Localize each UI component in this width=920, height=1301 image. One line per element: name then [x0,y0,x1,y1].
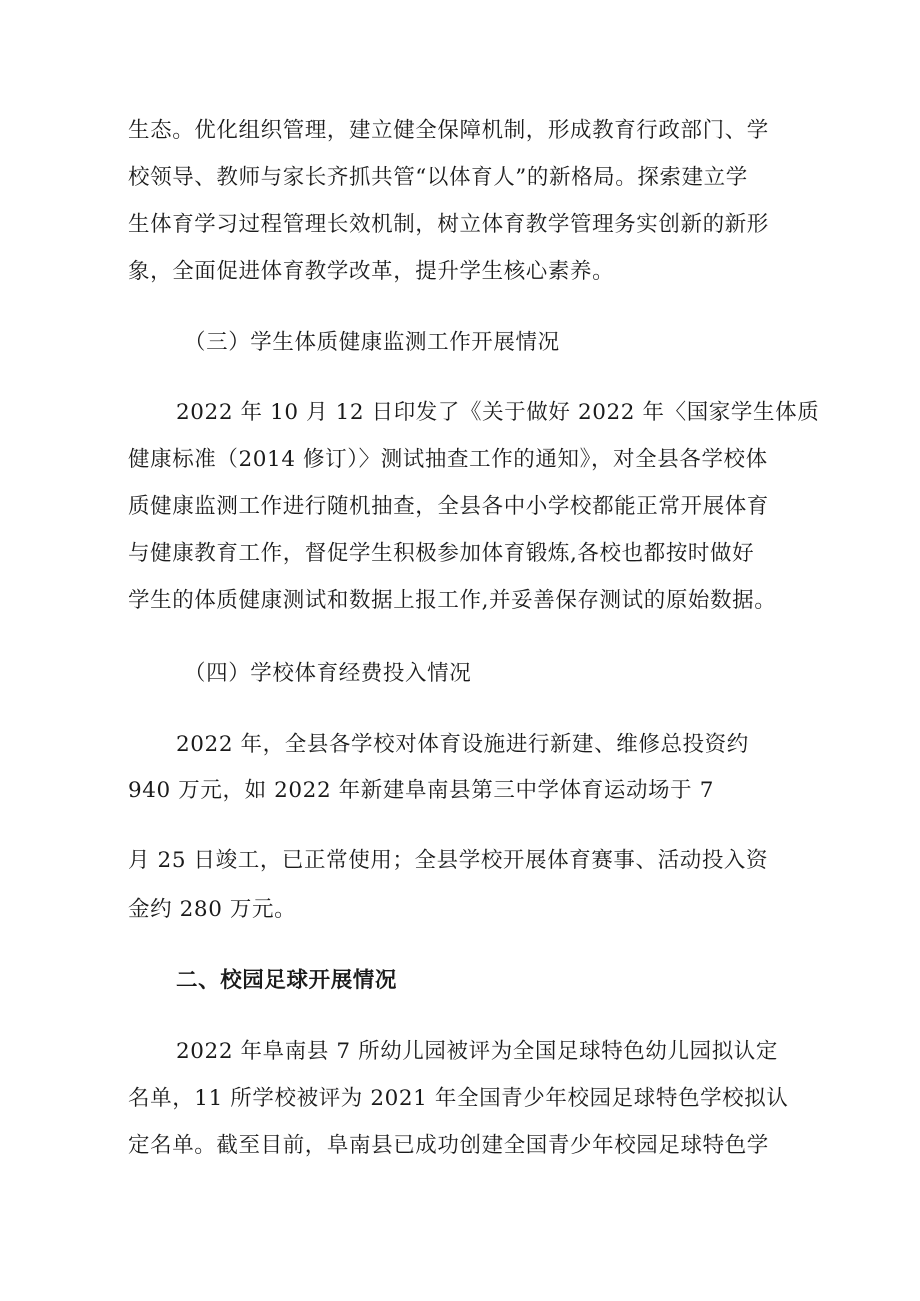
paragraph-line: 940 万元，如 2022 年新建阜南县第三中学体育运动场于 7 [128,778,714,803]
paragraph-line: 2022 年阜南县 7 所幼儿园被评为全国足球特色幼儿园拟认定 [176,1039,778,1064]
subsection-heading-4: （四）学校体育经费投入情况 [184,661,472,686]
section-heading: 二、校园足球开展情况 [176,968,398,993]
paragraph-line: 生态。优化组织管理，建立健全保障机制，形成教育行政部门、学 [128,118,769,143]
paragraph-line: 学生的体质健康测试和数据上报工作,并妥善保存测试的原始数据。 [128,588,777,613]
paragraph-line: 与健康教育工作，督促学生积极参加体育锻炼,各校也都按时做好 [128,541,755,566]
paragraph-line: 金约 280 万元。 [128,897,297,922]
subsection-heading-3: （三）学生体质健康监测工作开展情况 [184,330,560,355]
paragraph-line: 2022 年，全县各学校对体育设施进行新建、维修总投资约 [176,732,749,757]
paragraph-line: 象，全面促进体育教学改革，提升学生核心素养。 [128,259,615,284]
paragraph-line: 校领导、教师与家长齐抓共管“以体育人”的新格局。探索建立学 [128,165,748,190]
paragraph-line: 名单，11 所学校被评为 2021 年全国青少年校园足球特色学校拟认 [128,1086,789,1111]
paragraph-line: 健康标准（2014 修订）〉测试抽查工作的通知》，对全县各学校体 [128,447,768,472]
paragraph-line: 定名单。截至目前，阜南县已成功创建全国青少年校园足球特色学 [128,1133,769,1158]
paragraph-line: 2022 年 10 月 12 日印发了《关于做好 2022 年〈国家学生体质 [176,400,820,425]
paragraph-line: 月 25 日竣工，已正常使用；全县学校开展体育赛事、活动投入资 [128,848,769,873]
paragraph-line: 生体育学习过程管理长效机制，树立体育教学管理务实创新的新形 [128,212,769,237]
paragraph-line: 质健康监测工作进行随机抽查，全县各中小学校都能正常开展体育 [128,494,769,519]
